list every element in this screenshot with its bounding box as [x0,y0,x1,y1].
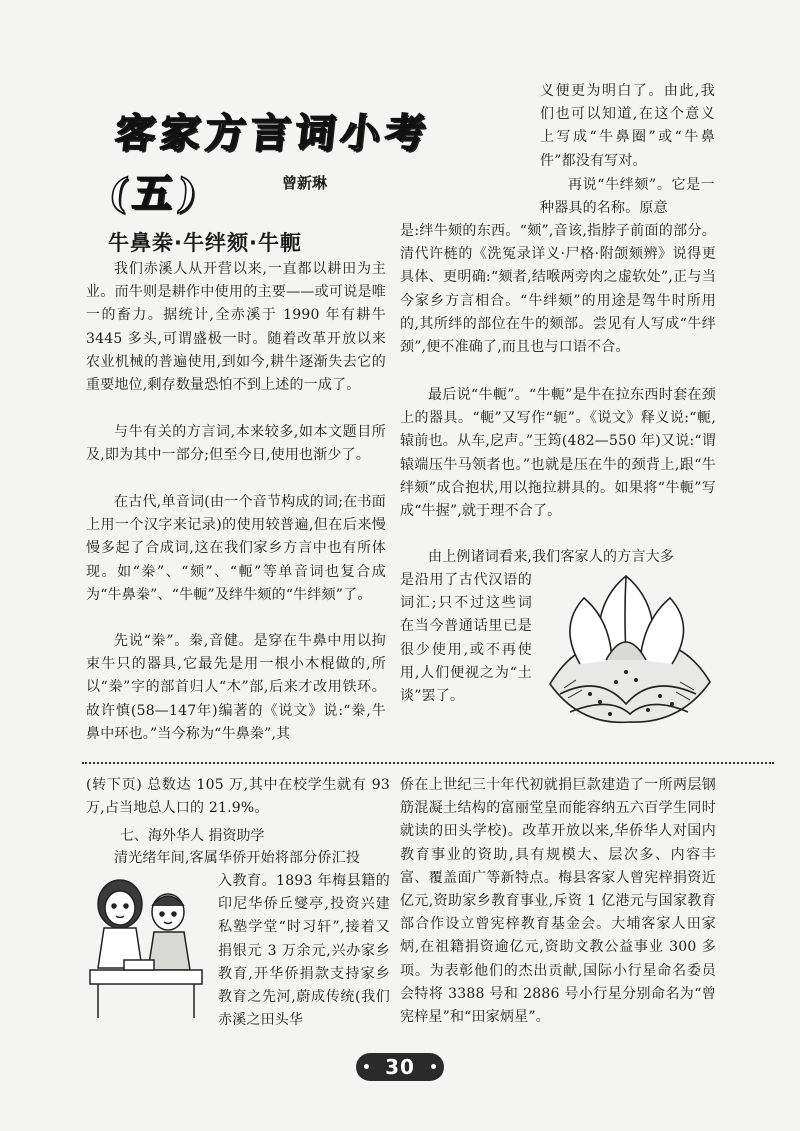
continuation-subheading: 七、海外华人 捐资助学 [120,828,265,844]
lotus-illustration [540,564,718,740]
left-paragraph-3: 在古代,单音词(由一个音节构成的词;在书面上用一个汉字来记录)的使用较普遍,但在后来慢慢多起了合成词,这在我们家乡方言中也有所体现。如“桊”、“颏”、“軛”等单音词也复合成为“牛鼻桊”、“牛軛”及绊牛颏的“牛绊颏”了。 [86,494,386,603]
article-author: 曾新琳 [282,174,328,192]
article-title: 客家方言词小考(五) [106,110,433,217]
continuation-right-paragraph: 侨在上世纪三十年代初就捐巨款建造了一所两层钢筋混凝土结构的富丽堂皇而能容纳五六百学生同时就读的田头学校)。改革开放以来,华侨华人对国内教育事业的资助,具有规模大、层次多、内容丰富、覆盖面广等新特点。梅县客家人曾宪梓捐资近亿元,资助家乡教育事业,斥资 1 亿港元与国家教育部合作设立曾宪梓教育基金会。大埔客家人田家炳,在祖籍捐资逾亿元,资助文教公益事业 300 多项。为表彰他们的杰出贡献,国际小行星命名委员会特将 3388 号和 2886 号小行星分别命名为“曾宪梓星”和“田家炳星”。 [400,777,716,1026]
page-number-text: 30 [385,1055,415,1079]
left-paragraph-4: 先说“桊”。桊,音健。是穿在牛鼻中用以拘束牛只的器具,它最先是用一根小木棍做的,所以“桊”字的部首归人“木”部,后来才改用铁环。故许慎(58—147年)编著的《说文》说:“桊,牛鼻中环也。”当今称为“牛鼻桊”,其 [86,633,386,742]
left-paragraph-1: 我们赤溪人从开营以来,一直都以耕田为主业。而牛则是耕作中使用的主要——或可说是唯一的畜力。据统计,全赤溪于 1990 年有耕牛 3445 多头,可谓盛极一时。随着改革开放以来农业机械的普遍使用,到如今,耕牛逐渐失去它的重要地位,剩存数量恐怕不到上述的一成了。 [86,261,386,394]
right-paragraph-2: 最后说“牛軛”。“牛軛”是牛在拉东西时套在颈上的器具。“軛”又写作“轭”。《说文》释义说:“軛,辕前也。从车,戹声。”王筠(482—550 年)又说:“谓辕端压牛马领者也。”也就是压在牛的颈背上,跟“牛绊颏”成合抱状,用以拖拉耕具的。如果将“牛軛”写成“牛握”,就于理不合了。 [400,387,716,520]
right-top-paragraph: 义便更为明白了。由此,我们也可以知道,在这个意义上写成“牛鼻圈”或“牛鼻件”都没有写对。 [540,83,715,169]
continuation-wrap-paragraph: 入教育。1893 年梅县籍的印尼华侨丘燮亭,投资兴建私塾学堂“时习轩”,接着又捐银元 3 万余元,兴办家乡教育,开华侨捐款支持家乡教育之先河,蔚成传统(我们赤溪之田头华 [218,873,390,1029]
section-divider [82,762,774,764]
right-wrap-paragraph: 是沿用了古代汉语的词汇;只不过这些词在当今普通话里已是很少使用,或不再使用,人们便视之为“土谈”罢了。 [400,572,532,705]
continuation-paragraph-1: 清光绪年间,客属华侨开始将部分侨汇投 [114,850,361,866]
page-number-dot-right [431,1064,436,1069]
page-number-dot-left [364,1064,369,1069]
students-illustration [84,872,214,1022]
right-paragraph-3: 由上例诸词看来,我们客家人的方言大多 [428,549,675,565]
page-number [356,1053,444,1081]
right-top-paragraph-2: 再说“牛绊颏”。它是一种器具的名称。原意 [540,177,715,217]
section-heading: 牛鼻桊·牛绊颏·牛軛 [108,231,302,255]
continuation-intro: (转下页) 总数达 105 万,其中在校学生就有 93 万,占当地总人口的 21.9%。 [86,777,390,817]
left-paragraph-2: 与牛有关的方言词,本来较多,如本文题目所及,即为其中一部分;但至今日,使用也渐少了。 [86,424,386,464]
right-paragraph-1: 是:绊牛颏的东西。“颏”,音该,指脖子前面的部分。清代许梿的《洗冤录详义·尸格·附颌颏辨》说得更具体、更明确:“颏者,结喉两旁肉之虚软处”,正与当今家乡方言相合。“牛绊颏”的用途是驾牛时所用的,其所绊的部位在牛的颏部。尝见有人写成“牛绊颈”,便不准确了,而且也与口语不合。 [400,223,716,356]
